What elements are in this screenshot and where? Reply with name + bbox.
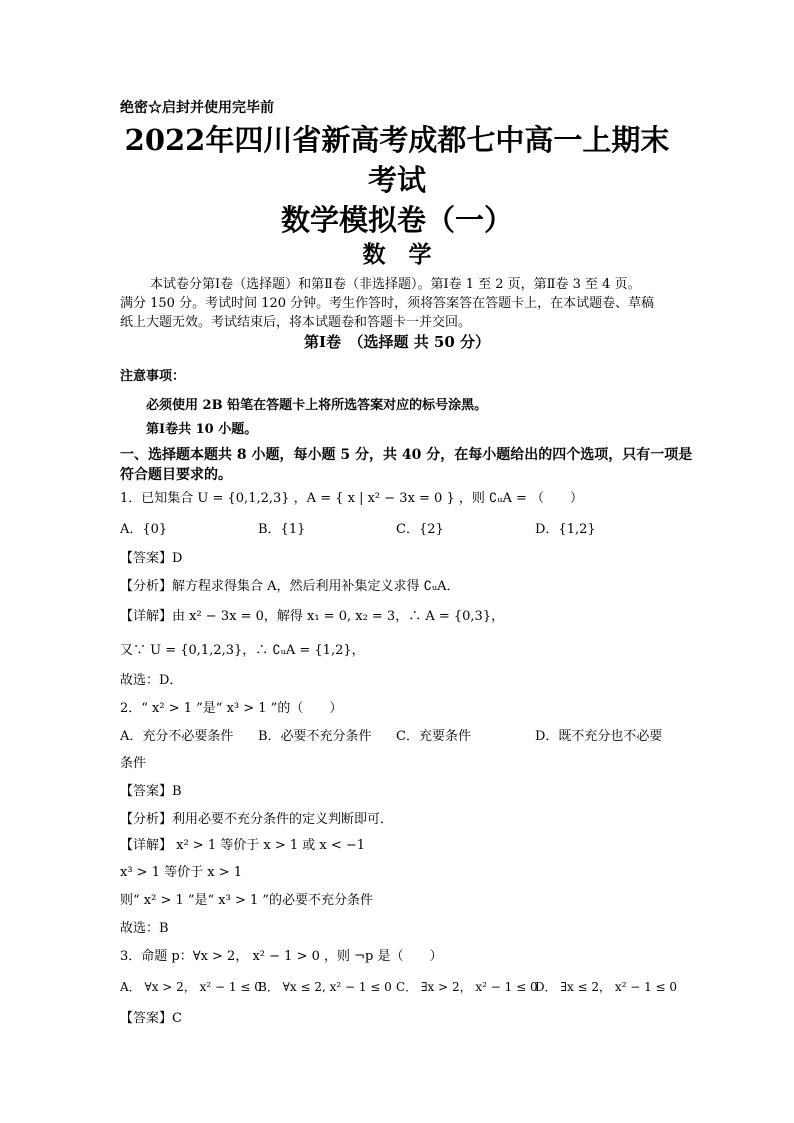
question-2-detail-1: 【详解】 x² > 1 等价于 x > 1 或 x < −1 — [120, 838, 366, 853]
question-3-option-b: B． ∀x ≤ 2, x² − 1 ≤ 0 — [258, 980, 392, 994]
intro-line1: 本试卷分第Ⅰ卷（选择题）和第Ⅱ卷（非选择题）。第Ⅰ卷 1 至 2 页，第Ⅱ卷 3 至 4 页。 — [150, 277, 641, 292]
question-2-stem: 2．“ x² > 1 ”是“ x³ > 1 ”的（ ） — [120, 701, 343, 716]
question-2-option-d: D．既不充分也不必要 — [535, 729, 663, 744]
exam-subtitle: 数学模拟卷（一） — [280, 203, 513, 237]
question-1-stem: 1．已知集合 U = {0,1,2,3} ，A = { x | x² − 3x = 0 } ，则 ∁ᵤA = （ ） — [120, 491, 583, 506]
question-1-detail-1: 【详解】由 x² − 3x = 0，解得 x₁ = 0, x₂ = 3，∴ A = {0,3}， — [120, 609, 505, 624]
question-2-option-a: A．充分不必要条件 — [120, 729, 234, 744]
question-1-analysis: 【分析】解方程求得集合 A，然后利用补集定义求得 ∁ᵤA． — [120, 579, 460, 594]
question-3-option-d: D． ∃x ≤ 2， x² − 1 ≤ 0 — [535, 980, 678, 994]
question-1-option-a: A．{0} — [120, 522, 168, 537]
question-1-detail-2: 又∵ U = {0,1,2,3}，∴ ∁ᵤA = {1,2}， — [120, 643, 365, 658]
question-1-option-d: D．{1,2} — [535, 522, 596, 537]
intro-line3: 纸上大题无效。考试结束后，将本试题卷和答题卡一并交回。 — [120, 315, 472, 330]
section1-line2: 符合题目要求的。 — [120, 467, 232, 483]
question-2-analysis: 【分析】利用必要不充分条件的定义判断即可． — [120, 812, 394, 827]
part1-heading: 第Ⅰ卷 （选择题 共 50 分） — [303, 333, 491, 351]
question-2-option-cont: 条件 — [120, 756, 147, 771]
section1-line1: 一、选择题本题共 8 小题，每小题 5 分，共 40 分，在每小题给出的四个选项，只有一项是 — [120, 447, 693, 463]
question-1-answer: 【答案】D — [120, 551, 183, 566]
question-3-answer: 【答案】C — [120, 1011, 182, 1026]
question-2-option-b: B．必要不充分条件 — [258, 729, 372, 744]
question-1-option-b: B．{1} — [258, 522, 306, 537]
exam-title-line2: 考试 — [367, 163, 426, 197]
question-2-choice: 故选：B — [120, 921, 169, 936]
notes-item2: 第Ⅰ卷共 10 小题。 — [146, 422, 258, 437]
question-1-choice: 故选：D． — [120, 673, 183, 688]
question-3-option-a: A． ∀x > 2， x² − 1 ≤ 0 — [120, 980, 262, 994]
notes-item1: 必须使用 2B 铅笔在答题卡上将所选答案对应的标号涂黑。 — [146, 398, 488, 413]
question-1-option-c: C．{2} — [396, 522, 444, 537]
question-2-detail-2: x³ > 1 等价于 x > 1 — [120, 865, 242, 880]
question-2-option-c: C．充要条件 — [396, 729, 471, 744]
subject-heading: 数 学 — [362, 241, 432, 268]
question-2-detail-3: 则“ x² > 1 ”是“ x³ > 1 ”的必要不充分条件 — [120, 893, 374, 908]
exam-title-line1: 2022年四川省新高考成都七中高一上期末 — [124, 123, 670, 157]
question-3-option-c: C． ∃x > 2， x² − 1 ≤ 0 — [396, 980, 538, 994]
question-2-answer: 【答案】B — [120, 784, 182, 799]
question-3-stem: 3．命题 p：∀x > 2， x² − 1 > 0 ，则 ¬p 是（ ） — [120, 949, 443, 964]
notes-label: 注意事项： — [120, 369, 186, 384]
secret-notice: 绝密☆启封并使用完毕前 — [120, 100, 274, 116]
intro-line2: 满分 150 分。考试时间 120 分钟。考生作答时，须将答案答在答题卡上，在本试题卷、草稿 — [120, 296, 655, 311]
